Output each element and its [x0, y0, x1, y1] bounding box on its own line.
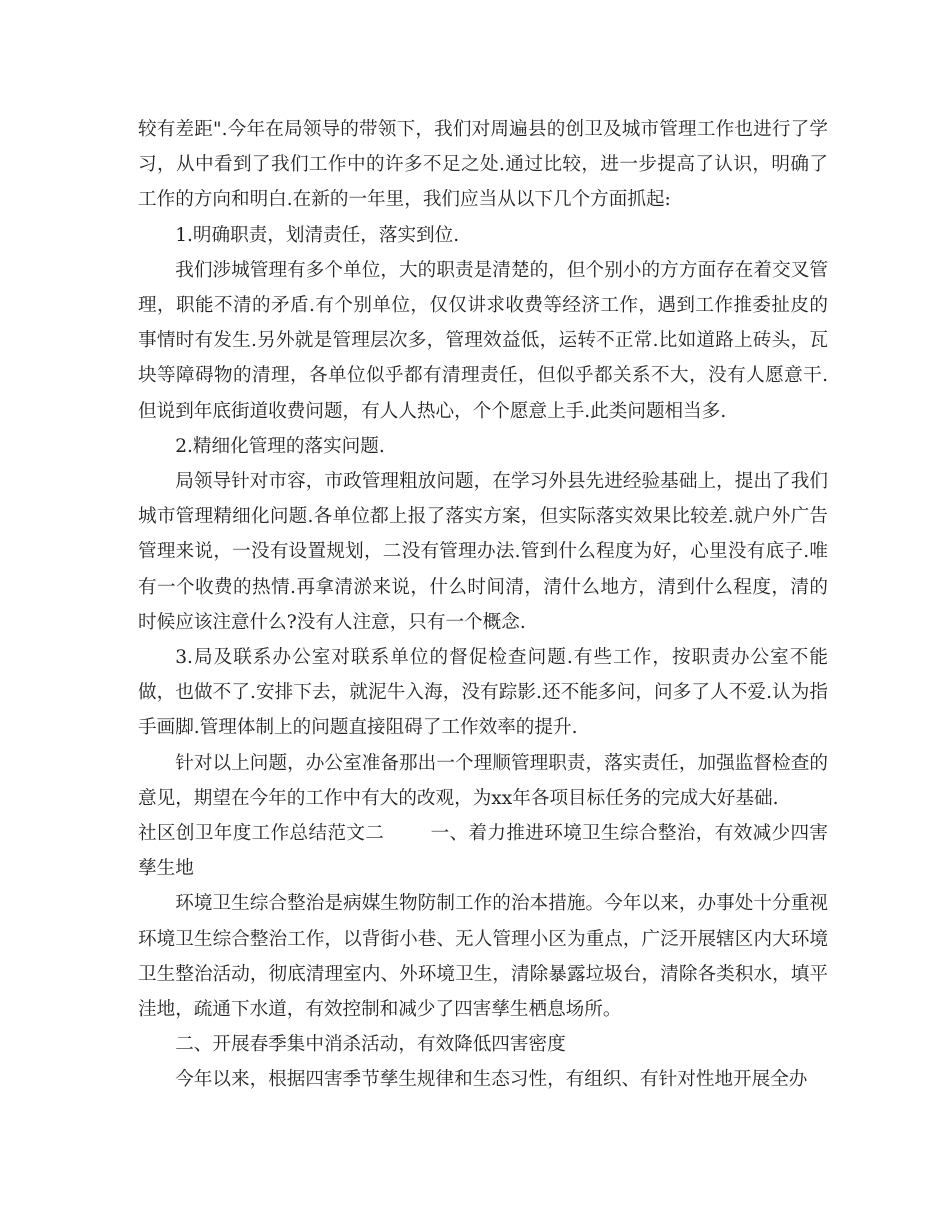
section-heading-line — [138, 816, 828, 886]
paragraph-section-2-body: 今年以来，根据四害季节孳生规律和生态习性，有组织、有针对性地开展全办 — [175, 1069, 808, 1091]
document-title: 社区创卫年度工作总结范文二 — [138, 823, 385, 845]
paragraph-item-1-heading: 1.明确职责，划清责任，落实到位. — [175, 224, 460, 246]
document-body — [138, 112, 828, 1098]
paragraph-item-2-heading: 2.精细化管理的落实问题. — [175, 435, 385, 457]
section-heading-1: 一、着力推进环境卫生综合整治，有效减少四害孳生地 — [138, 823, 828, 880]
paragraph-item-1-body: 我们涉城管理有多个单位，大的职责是清楚的，但个别小的方方面存在着交叉管理，职能不清的矛盾.有个别单位，仅仅讲求收费等经济工作，遇到工作推委扯皮的事情时有发生.另外就是管理层次多，管理效益低，运转不正常.比如道路上砖头，瓦块等障碍物的清理，各单位似乎都有清理责任，但似乎都关系不大，没有人愿意干.但说到年底街道收费问题，有人人热心，个个愿意上手.此类问题相当多. — [138, 259, 828, 422]
paragraph-item-3: 3.局及联系办公室对联系单位的督促检查问题.有些工作，按职责办公室不能做，也做不了.安排下去，就泥牛入海，没有踪影.还不能多问，问多了人不爱.认为指手画脚.管理体制上的问题直接阻碍了工作效率的提升. — [138, 647, 828, 739]
paragraph-item-2-body: 局领导针对市容，市政管理粗放问题，在学习外县先进经验基础上，提出了我们城市管理精细化问题.各单位都上报了落实方案，但实际落实效果比较差.就户外广告管理来说，一没有设置规划，二没有管理办法.管到什么程度为好，心里没有底子.唯有一个收费的热情.再拿清淤来说，什么时间清，清什么地方，清到什么程度，清的时候应该注意什么?没有人注意，只有一个概念. — [138, 471, 828, 633]
paragraph-section-1-body: 环境卫生综合整治是病媒生物防制工作的治本措施。今年以来，办事处十分重视环境卫生综合整治工作，以背街小巷、无人管理小区为重点，广泛开展辖区内大环境卫生整治活动，彻底清理室内、外环境卫生，清除暴露垃圾台，清除各类积水，填平洼地，疏通下水道，有效控制和减少了四害孳生栖息场所。 — [138, 893, 828, 1021]
section-heading-2: 二、开展春季集中消杀活动，有效降低四害密度 — [175, 1034, 566, 1056]
paragraph-conclusion: 针对以上问题，办公室准备那出一个理顺管理职责，落实责任，加强监督检查的意见，期望在今年的工作中有大的改观，为xx年各项目标任务的完成大好基础. — [138, 752, 828, 809]
paragraph-intro: 较有差距".今年在局领导的带领下，我们对周遍县的创卫及城市管理工作也进行了学习，从中看到了我们工作中的许多不足之处.通过比较，进一步提高了认识，明确了工作的方向和明白.在新的一年里，我们应当从以下几个方面抓起: — [138, 119, 828, 211]
